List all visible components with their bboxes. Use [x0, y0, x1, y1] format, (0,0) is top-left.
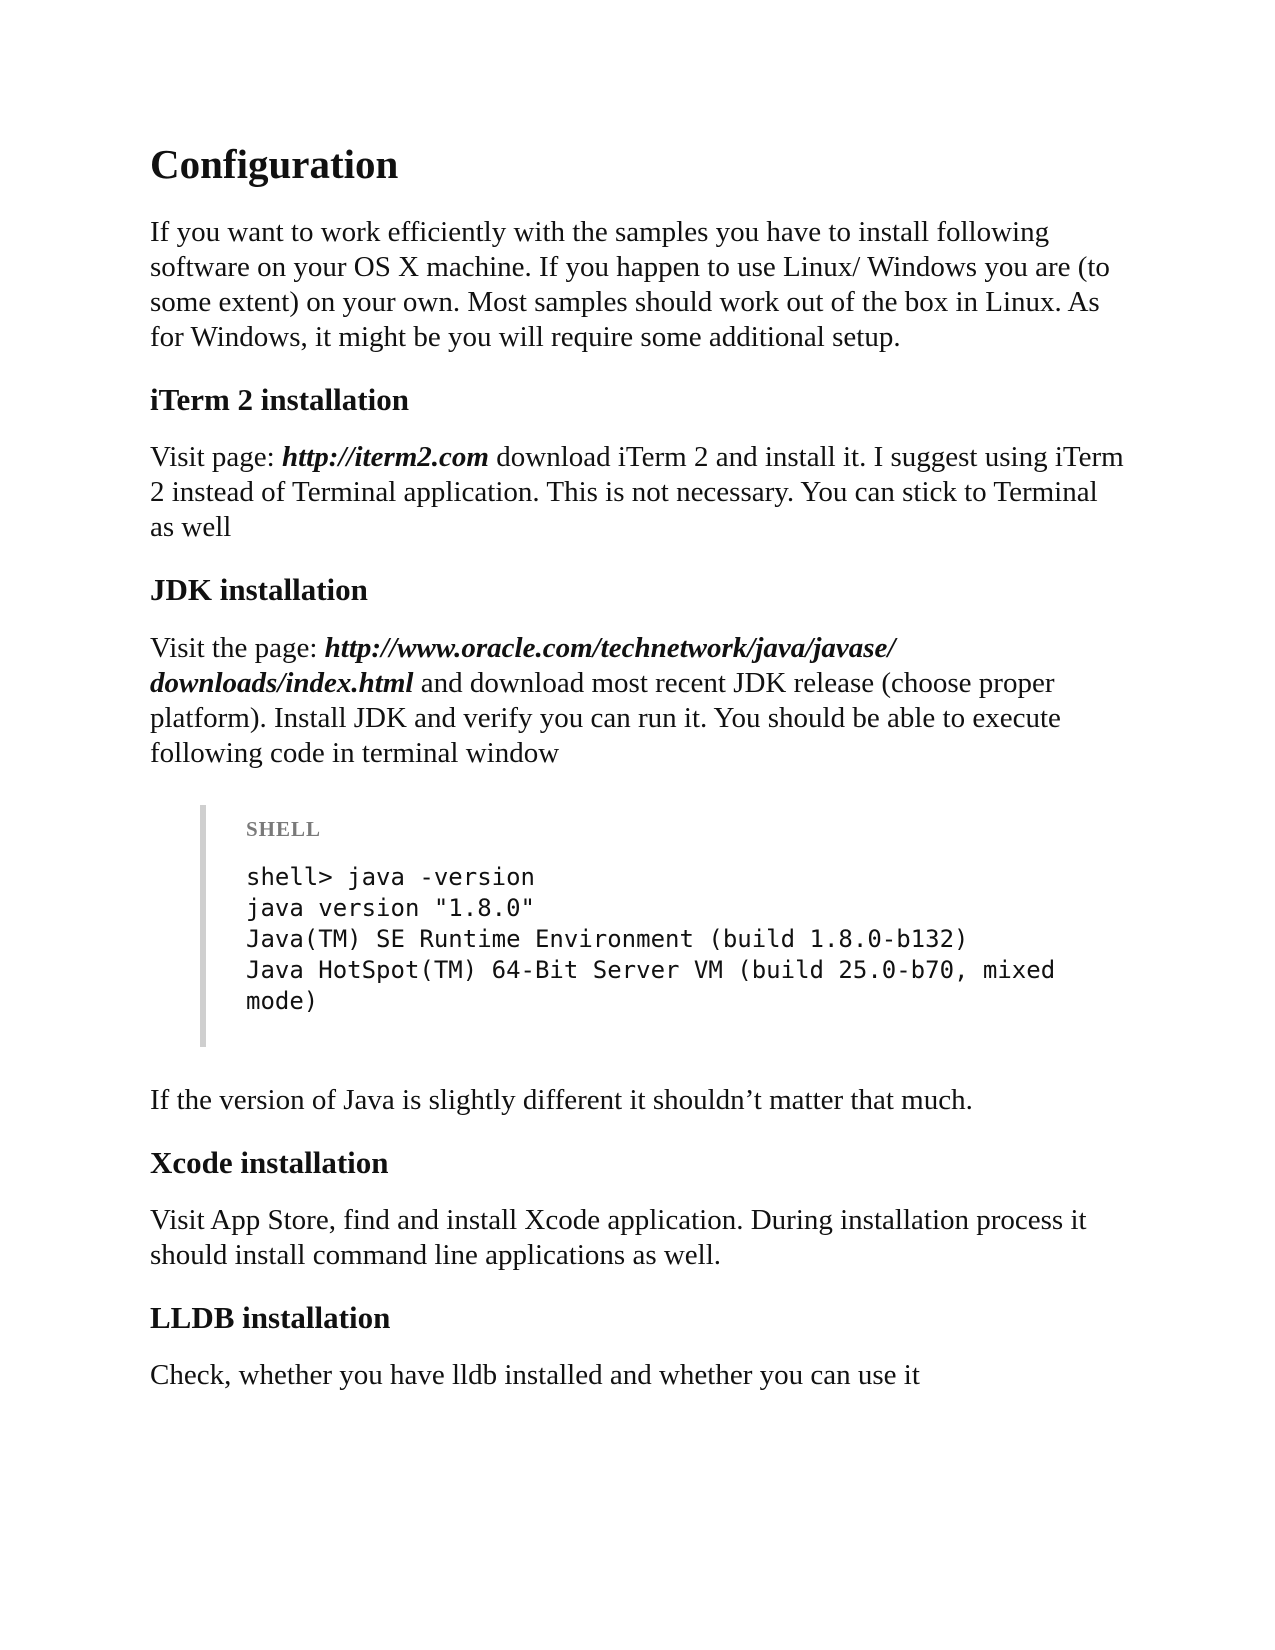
code-line: mode)	[246, 986, 319, 1015]
lldb-heading: LLDB installation	[150, 1299, 391, 1335]
code-line: Java(TM) SE Runtime Environment (build 1.8.0-b132)	[246, 924, 969, 953]
iterm-text-after: download iTerm 2 and install it. I suggest using iTerm 2 instead of Terminal application. This is not necessary. You can stick to Terminal as well	[150, 441, 1124, 544]
document-page	[150, 140, 1125, 1419]
code-line: shell> java -version	[246, 862, 535, 891]
intro-paragraph: If you want to work efficiently with the samples you have to install following software on your OS X machine. If you happen to use Linux/ Windows you are (to some extent) on your own. Most samples should work out of the box in Linux. As for Windows, it might be you will require some additional setup.	[150, 216, 1110, 354]
jdk-paragraph	[150, 631, 1125, 771]
code-line: java version "1.8.0"	[246, 893, 535, 922]
jdk-text-after: and download most recent JDK release (choose proper platform). Install JDK and verify you can run it. You should be able to execute following code in terminal window	[150, 666, 1061, 769]
jdk-heading: JDK installation	[150, 572, 368, 608]
iterm-text-before: Visit page:	[150, 441, 282, 474]
jdk-link[interactable]: http://www.oracle.com/technetwork/java/javase/ downloads/index.html	[150, 631, 896, 699]
iterm-paragraph	[150, 440, 1125, 545]
code-line: Java HotSpot(TM) 64-Bit Server VM (build 25.0-b70, mixed	[246, 955, 1056, 984]
code-language-label: SHELL	[246, 816, 322, 841]
java-version-note: If the version of Java is slightly different it shouldn’t matter that much.	[150, 1083, 973, 1116]
lldb-paragraph: Check, whether you have lldb installed and whether you can use it	[150, 1358, 920, 1391]
page-title: Configuration	[150, 141, 399, 187]
jdk-text-before: Visit the page:	[150, 631, 325, 664]
xcode-paragraph: Visit App Store, find and install Xcode application. During installation process it should install command line applications as well.	[150, 1203, 1087, 1271]
iterm-heading: iTerm 2 installation	[150, 382, 409, 418]
xcode-heading: Xcode installation	[150, 1144, 389, 1180]
iterm-link[interactable]: http://iterm2.com	[281, 441, 489, 474]
shell-code-block	[200, 805, 1125, 1047]
